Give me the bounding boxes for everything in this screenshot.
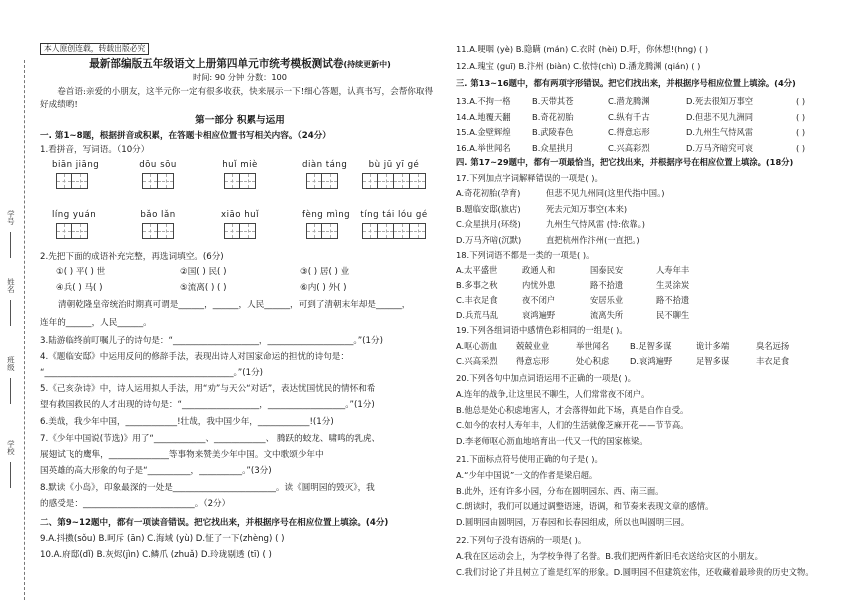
option-text[interactable]: B.题临安邸(旅店) xyxy=(456,203,521,214)
pinyin-text: xiāo huǐ xyxy=(220,210,259,220)
writing-cell[interactable] xyxy=(378,223,394,239)
page-title xyxy=(40,58,440,71)
binding-field-name: 姓名 xyxy=(6,278,16,293)
pinyin-item xyxy=(358,210,430,239)
idiom-blank[interactable]: ⑤流离( ) ( ) xyxy=(180,283,227,293)
pinyin-text: huǐ miè xyxy=(222,160,258,170)
writing-cell[interactable] xyxy=(394,223,410,239)
writing-grid xyxy=(302,173,342,189)
question-3[interactable]: 3.陆游临终前叮嘱儿子的诗句是：“____________________，____________________。”(1分) xyxy=(40,336,383,346)
option-text[interactable]: A.连年的战争,让这里民不聊生，人们常常夜不闭户。 xyxy=(456,389,650,399)
idiom-blank[interactable]: ②国( ) 民( ) xyxy=(180,267,227,277)
option-text[interactable]: D.万马齐暗究可哀 xyxy=(686,142,754,153)
writing-grid xyxy=(138,223,178,239)
writing-cell[interactable] xyxy=(306,223,322,239)
option-text[interactable]: 16.A.举世闻名 xyxy=(456,142,511,153)
binding-field-student-id: 学号 xyxy=(6,210,16,225)
question-5: 5.《己亥杂诗》中，诗人运用拟人手法，用“劝”与天公“对话”，表达忧国忧民的情怀和希 xyxy=(40,384,376,394)
binding-field-school: 学校 xyxy=(6,440,16,455)
option-text[interactable]: B.众星拱月 xyxy=(532,142,574,153)
writing-grid xyxy=(358,173,430,189)
option-text[interactable]: A.太平盛世 xyxy=(456,265,498,275)
writing-cell[interactable] xyxy=(378,173,394,189)
binding-fill-line xyxy=(10,232,11,258)
pinyin-text: fèng mìng xyxy=(302,210,351,220)
writing-cell[interactable] xyxy=(56,173,72,189)
question-8[interactable]: 8.默读《小岛》，印象最深的一处是________________________。读《圆明园的毁灭》，我 xyxy=(40,483,375,493)
question-4-blank[interactable]: “____________________________________________。”(1分) xyxy=(40,368,264,378)
question-5-blank[interactable]: 望有救国救民的人才出现的诗句是：“__________________，__________________。”(1分) xyxy=(40,400,375,410)
writing-grid xyxy=(302,223,342,239)
right-column xyxy=(456,0,856,608)
option-text[interactable]: 内忧外患 xyxy=(522,280,556,290)
pinyin-item xyxy=(220,160,260,189)
option-text[interactable]: 兢兢业业 xyxy=(516,341,550,351)
writing-cell[interactable] xyxy=(410,173,426,189)
writing-cell[interactable] xyxy=(240,223,256,239)
question-12[interactable]: 12.A.瑰宝 (guī) B.汴州 (biàn) C.依恃(chì) D.潘龙腾渊 (qián) ( ) xyxy=(456,61,701,71)
writing-cell[interactable] xyxy=(394,173,410,189)
pinyin-item xyxy=(302,160,348,189)
option-text[interactable]: C.得意忘形 xyxy=(608,127,650,137)
question-20-stem: 20.下列各句中加点词语运用不正确的一项是( )。 xyxy=(456,373,636,383)
option-text[interactable]: ( ) xyxy=(796,96,806,106)
binding-dashed-line xyxy=(24,60,25,600)
option-text[interactable]: 14.A.地覆天翻 xyxy=(456,111,511,122)
question-22-stem: 22.下列句子没有语病的一项是( )。 xyxy=(456,535,587,545)
binding-fill-line xyxy=(10,462,11,488)
fill-in-text[interactable]: 清朝乾隆皇帝统治时期真可谓是______，______，人民______，可到了清朝末年却是______， xyxy=(58,300,411,310)
option-text[interactable]: B.奇花初胎 xyxy=(532,111,574,122)
option-text[interactable]: C.丰衣足食 xyxy=(456,295,498,305)
option-text[interactable]: B.多事之秋 xyxy=(456,280,498,290)
option-text[interactable]: 但悲不见九州同(这里代指中国。) xyxy=(546,188,665,198)
option-text[interactable]: C.纵有千古 xyxy=(608,111,650,122)
option-text[interactable]: C.潜龙腾渊 xyxy=(608,96,650,106)
option-text[interactable]: 死去元知万事空(本来) xyxy=(546,203,628,214)
option-text[interactable]: D.李老师呕心沥血地培育出一代又一代的国家栋梁。 xyxy=(456,435,648,446)
option-text[interactable]: 路不拾遗 xyxy=(590,280,624,290)
writing-grid xyxy=(52,173,92,189)
option-text[interactable]: 九州生气恃风雷 (恃:依靠。) xyxy=(546,219,646,229)
idiom-blank[interactable]: ④兵( ) 马( ) xyxy=(56,283,103,293)
pinyin-text: dōu sōu xyxy=(139,160,177,170)
pinyin-text: líng yuán xyxy=(52,210,97,220)
option-text[interactable]: 夜不闭户 xyxy=(522,295,556,305)
option-text[interactable]: 生灵涂炭 xyxy=(656,280,690,290)
section-heading-4: 四. 第17~29题中，都有一项最恰当，把它找出来，并根据序号在相应位置上填涂。(18分) xyxy=(456,157,794,167)
option-text[interactable]: 安居乐业 xyxy=(590,295,624,305)
option-text[interactable]: 臭名远扬 xyxy=(756,341,790,351)
question-18-stem: 18.下列词语不都是一类的一项是( )。 xyxy=(456,250,595,260)
option-text[interactable]: C.兴高采烈 xyxy=(456,356,498,366)
option-text[interactable]: B.他总是处心积虑地害人，才会落得如此下场，真是自作自受。 xyxy=(456,404,689,415)
option-text[interactable]: 丰衣足食 xyxy=(756,356,790,366)
question-7[interactable]: 7.《少年中国说(节选)》用了“____________、____________、 腾跃的蛟龙、啸鸣的乳虎、 xyxy=(40,434,381,444)
idiom-blank[interactable]: ③( ) 居( ) 业 xyxy=(300,267,350,277)
option-text[interactable]: B.天带其苍 xyxy=(532,96,574,106)
option-text[interactable]: C.朗读时，我们可以通过调整语速，语调，和节奏来表现文章的感情。 xyxy=(456,501,714,511)
pinyin-item xyxy=(138,160,178,189)
question-21-stem: 21.下面标点符号使用正确的句子是( )。 xyxy=(456,454,603,464)
option-text[interactable]: 哀鸿遍野 xyxy=(522,310,556,320)
writing-cell[interactable] xyxy=(410,223,426,239)
writing-cell[interactable] xyxy=(56,223,72,239)
option-text[interactable]: C.兴高彩烈 xyxy=(608,142,650,153)
pinyin-item xyxy=(138,210,178,239)
option-text[interactable]: ( ) xyxy=(796,127,806,137)
binding-strip xyxy=(0,0,38,608)
question-7-line-3[interactable]: 国英雄的高大形象的句子是“__________，__________。”(3分) xyxy=(40,466,272,476)
option-text[interactable]: 政通人和 xyxy=(522,265,556,275)
binding-field-class: 班级 xyxy=(6,356,16,371)
writing-cell[interactable] xyxy=(72,173,88,189)
writing-grid xyxy=(220,223,260,239)
writing-cell[interactable] xyxy=(240,173,256,189)
option-text[interactable]: C.众星拱月(环绕) xyxy=(456,219,521,229)
writing-cell[interactable] xyxy=(362,223,378,239)
writing-cell[interactable] xyxy=(142,173,158,189)
exam-meta: 时间: 90 分钟 分数：100 xyxy=(193,72,287,82)
option-text[interactable]: D.死去很知万事空 xyxy=(686,96,754,106)
option-text[interactable]: D.万马齐喑(沉默) xyxy=(456,234,522,245)
writing-grid xyxy=(52,223,92,239)
option-text[interactable]: A.呕心沥血 xyxy=(456,341,498,351)
pinyin-text: tíng tái lóu gé xyxy=(360,210,428,220)
binding-fill-line xyxy=(10,300,11,326)
option-text[interactable]: 15.A.金壁辉煌 xyxy=(456,127,511,137)
part-heading: 第一部分 积累与运用 xyxy=(195,115,285,126)
writing-cell[interactable] xyxy=(322,223,338,239)
writing-cell[interactable] xyxy=(322,173,338,189)
writing-cell[interactable] xyxy=(72,223,88,239)
writing-cell[interactable] xyxy=(158,223,174,239)
section-heading-2: 二、第9~12题中，都有一项读音错误。把它找出来，并根据序号在相应位置上填涂。(4分) xyxy=(40,518,389,528)
pinyin-text: diàn táng xyxy=(302,160,348,170)
option-text[interactable]: A.我在区运动会上，为学校争得了名誉。B.我们把两件新旧毛衣送给灾区的小朋友。 xyxy=(456,551,763,561)
question-9[interactable]: 9.A.抖擞(sǒu) B.呵斥 (ān) C.海域 (yù) D.怔了一下(zhèng) ( ) xyxy=(40,534,285,544)
writing-grid xyxy=(138,173,178,189)
intro-paragraph: 卷首语:亲爱的小朋友，这半元你一定有很多收获，快来展示一下!细心答题，认真书写，会帮你取得好成绩哟! xyxy=(40,87,434,110)
pinyin-text: bǎo lǎn xyxy=(140,210,176,220)
option-text[interactable]: 足智多谋 xyxy=(696,356,730,366)
pinyin-item xyxy=(52,210,97,239)
option-text[interactable]: D.但悲不见九洲同 xyxy=(686,111,754,122)
option-text[interactable]: ( ) xyxy=(796,142,806,153)
question-7-line-2[interactable]: 展翅试飞的鹰隼，______________等事物来赞美少年中国。文中歌颂少年中 xyxy=(40,450,324,460)
pinyin-text: biān jiāng xyxy=(52,160,100,170)
option-text[interactable]: 处心积虑 xyxy=(576,356,610,366)
option-text[interactable]: 民不聊生 xyxy=(656,310,690,320)
binding-fill-line xyxy=(10,378,11,404)
option-text[interactable]: 人寿年丰 xyxy=(656,265,690,275)
pinyin-item xyxy=(220,210,260,239)
writing-grid xyxy=(220,173,260,189)
left-column xyxy=(40,0,440,608)
question-10[interactable]: 10.A.府邸(dǐ) B.灰烬(jìn) C.鳞爪 (zhuǎ) D.玲珑剔透 (tī) ( ) xyxy=(40,550,272,560)
option-text[interactable]: D.九州生气恃风雷 xyxy=(686,127,754,137)
title-suffix: (持续更新中) xyxy=(343,60,391,69)
option-text[interactable]: B.此外，还有许多小园，分布在圆明园东、西、南三面。 xyxy=(456,485,664,496)
title-text: 最新部编版五年级语文上册第四单元市统考模板测试卷 xyxy=(89,58,344,70)
option-text[interactable]: D.兵荒马乱 xyxy=(456,310,499,320)
option-text[interactable]: 直把杭州作汴州(一直把。) xyxy=(546,234,640,245)
option-text[interactable]: 流离失所 xyxy=(590,310,624,320)
writing-cell[interactable] xyxy=(362,173,378,189)
option-text[interactable]: 13.A.不拘一格 xyxy=(456,96,511,106)
option-text[interactable]: 国泰民安 xyxy=(590,265,624,275)
option-text[interactable]: C.我们讨论了并且树立了谁是红军的形象。D.圆明园不但建筑宏伟，还收藏着最珍贵的历史文物。 xyxy=(456,566,814,577)
option-text[interactable]: 诡计多端 xyxy=(696,341,730,351)
writing-cell[interactable] xyxy=(306,173,322,189)
option-text[interactable]: D.圆明园由圆明园，万春园和长春园组成，所以也叫圆明三园。 xyxy=(456,516,690,527)
option-text[interactable]: B.足智多谋 xyxy=(630,341,672,351)
idiom-blank[interactable]: ⑥内( ) 外( ) xyxy=(300,283,347,293)
section-heading-1: 一. 第1~8题，根据拼音或积累，在答题卡相应位置书写相关内容。（24分） xyxy=(40,131,331,141)
section-heading-3: 三. 第13~16题中，都有两项字形错误。把它们找出来，并根据序号相应位置上填涂。(4分) xyxy=(456,78,796,88)
copyright-notice: 本人原创连载，转载出版必究 xyxy=(40,43,149,55)
fill-in-text[interactable]: 连年的______，人民______。 xyxy=(40,318,152,328)
pinyin-item xyxy=(52,160,100,189)
option-text[interactable]: 举世闻名 xyxy=(576,341,610,351)
option-text[interactable]: A.奇花初胎(孕育) xyxy=(456,188,521,198)
question-11[interactable]: 11.A.哽咽 (yè) B.隐瞒 (mán) C.衣时 (hèi) D.吁，你休想!(hng) ( ) xyxy=(456,44,709,54)
pinyin-item xyxy=(302,210,351,239)
idiom-blank[interactable]: ①( ) 平( ) 世 xyxy=(56,267,106,277)
option-text[interactable]: C.如今的农村人寿年丰，人们的生活就像芝麻开花——节节高。 xyxy=(456,420,689,430)
writing-cell[interactable] xyxy=(142,223,158,239)
question-8-line-2[interactable]: 的感受是：__________________________。（2分） xyxy=(40,499,231,509)
option-text[interactable]: 得意忘形 xyxy=(516,356,550,366)
question-6[interactable]: 6.美哉，我少年中国，____________!壮哉，我中国少年，____________!(1分) xyxy=(40,417,334,427)
pinyin-text: bù jū yī gé xyxy=(368,160,420,170)
writing-grid xyxy=(358,223,430,239)
option-text[interactable]: D.哀鸿遍野 xyxy=(630,356,673,366)
question-1-stem: 1.看拼音，写词语。（10分） xyxy=(40,145,150,155)
option-text[interactable]: 路不拾遗 xyxy=(656,295,690,305)
question-17-stem: 17.下列加点字词解释错误的一项是( )。 xyxy=(456,173,603,183)
question-4: 4.《题临安邸》中运用反问的修辞手法，表现出诗人对国家命运的担忧的诗句是： xyxy=(40,352,349,362)
writing-cell[interactable] xyxy=(224,223,240,239)
pinyin-item xyxy=(358,160,430,189)
option-text[interactable]: ( ) xyxy=(796,111,806,122)
question-19-stem: 19.下列各组词语中感情色彩相同的一组是( )。 xyxy=(456,325,628,335)
writing-cell[interactable] xyxy=(158,173,174,189)
option-text[interactable]: A.“少年中国说”一文的作者是梁启超。 xyxy=(456,470,598,480)
option-text[interactable]: B.武陵春色 xyxy=(532,127,574,137)
writing-cell[interactable] xyxy=(224,173,240,189)
question-2-stem: 2.先把下面的成语补充完整，再选词填空。(6分) xyxy=(40,252,224,262)
